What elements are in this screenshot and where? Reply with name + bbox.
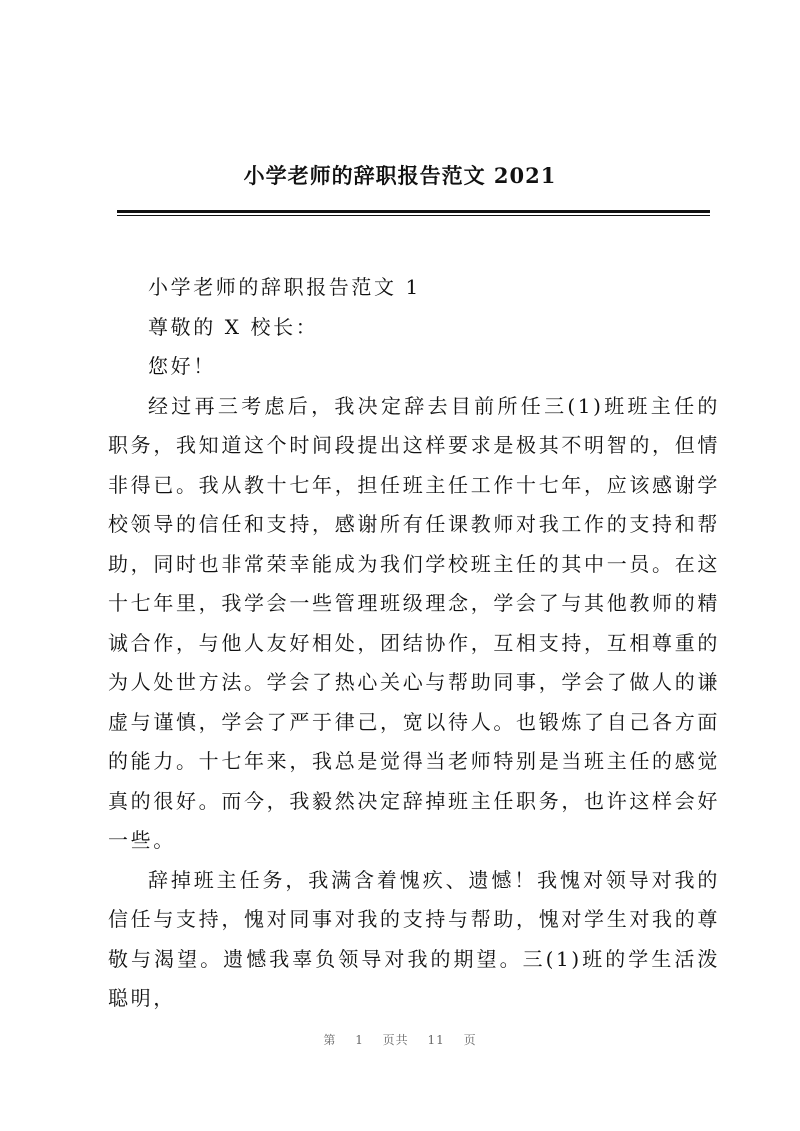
document-title: 小学老师的辞职报告范文 2021 xyxy=(243,163,557,188)
body-paragraph: 经过再三考虑后，我决定辞去目前所任三(1)班班主任的职务，我知道这个时间段提出这样要求是极其不明智的，但情非得已。我从教十七年，担任班主任工作十七年，应该感谢学校领导的信任和支持，感谢所有任课教师对我工作的支持和帮助，同时也非常荣幸能成为我们学校班主任的其中一员。在这十七年里，我学会一些管理班级理念，学会了与其他教师的精诚合作，与他人友好相处，团结协作，互相支持，互相尊重的为人处世方法。学会了热心关心与帮助同事，学会了做人的谦虚与谨慎，学会了严于律己，宽以待人。也锻炼了自己各方面的能力。十七年来，我总是觉得当老师特别是当班主任的感觉真的很好。而今，我毅然决定辞掉班主任职务，也许这样会好一些。 xyxy=(108,393,720,852)
title-divider xyxy=(117,210,710,213)
footer-label-of: 页共 xyxy=(382,1033,409,1047)
footer-total-pages: 11 xyxy=(427,1033,445,1047)
salutation: 尊敬的 X 校长： xyxy=(148,314,319,339)
body-paragraph: 辞掉班主任务，我满含着愧疚、遗憾！我愧对领导对我的信任与支持，愧对同事对我的支持与帮助，愧对学生对我的尊敬与渴望。遗憾我辜负领导对我的期望。三(1)班的学生活泼聪明， xyxy=(108,867,720,1010)
footer-label-pages: 页 xyxy=(463,1033,477,1047)
footer-current-page: 1 xyxy=(355,1033,364,1047)
page-footer xyxy=(0,1031,800,1048)
document-body xyxy=(108,268,720,1019)
section-heading: 小学老师的辞职报告范文 1 xyxy=(148,275,421,299)
greeting: 您好！ xyxy=(148,354,216,378)
footer-label-page: 第 xyxy=(323,1033,337,1047)
